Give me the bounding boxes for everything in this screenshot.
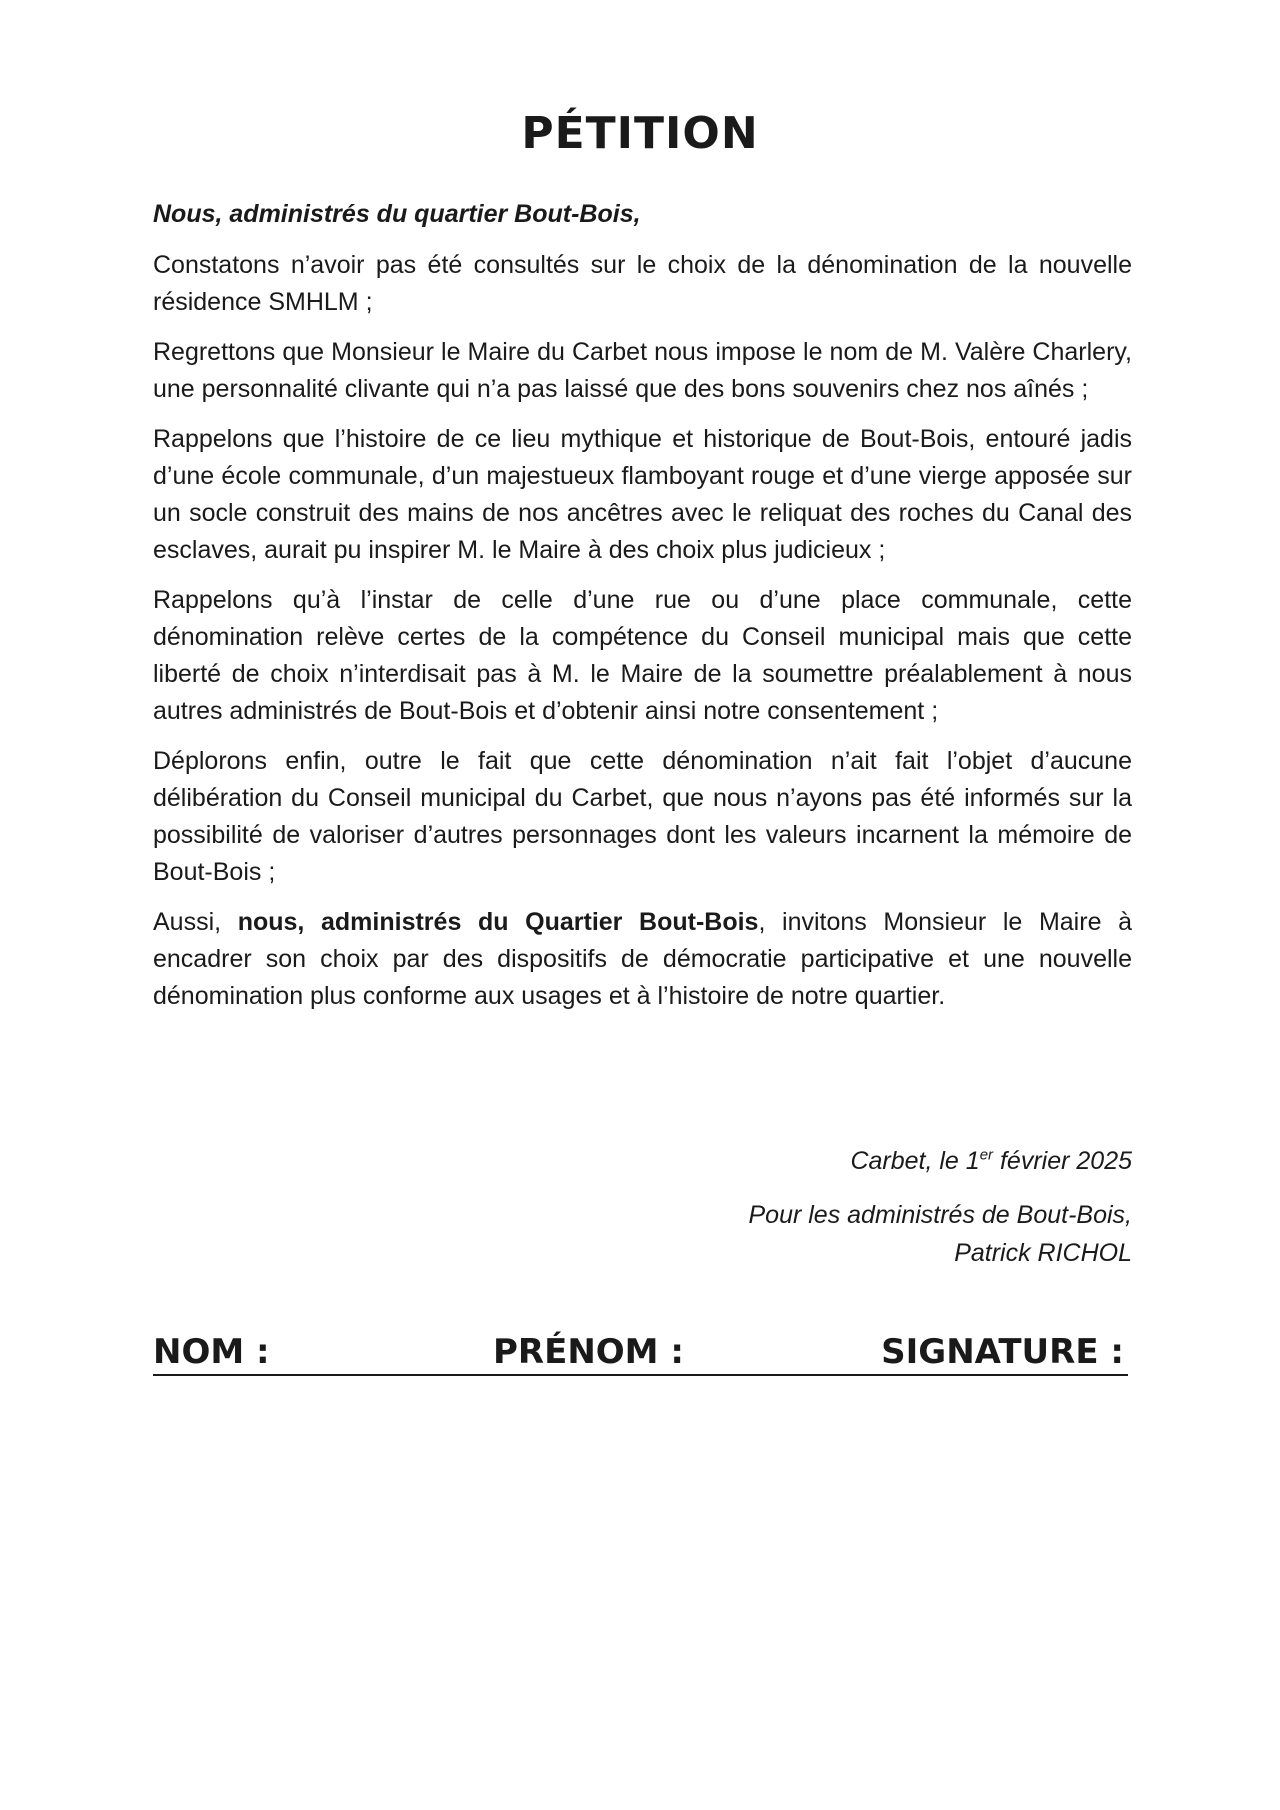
signoff-line-1: Pour les administrés de Bout-Bois,	[748, 1201, 1132, 1229]
closing-paragraph	[153, 904, 1132, 1015]
paragraph-2: Regrettons que Monsieur le Maire du Carbet nous impose le nom de M. Valère Charlery, une personnalité clivante qui n’a pas laissé que des bons souvenirs chez nos aînés ;	[153, 338, 1132, 403]
date-suffix: février 2025	[993, 1147, 1132, 1175]
closing-bold: nous, administrés du Quartier Bout-Bois	[237, 908, 759, 936]
petition-intro: Nous, administrés du quartier Bout-Bois,	[153, 200, 641, 228]
date-superscript: er	[979, 1146, 994, 1164]
closing-rest: , invitons Monsieur le Maire à encadrer son choix par des dispositifs de démocratie participative et une nouvelle dénomination plus conforme aux usages et à l’histoire de notre quartier.	[153, 908, 1133, 1010]
column-signature: SIGNATURE :	[881, 1332, 1124, 1372]
closing-lead: Aussi,	[153, 908, 238, 936]
column-prenom: PRÉNOM :	[493, 1332, 684, 1372]
signature-table-header	[153, 1330, 1128, 1376]
signoff-name: Patrick RICHOL	[954, 1239, 1132, 1267]
petition-body	[153, 196, 1132, 1028]
page-title: PÉTITION	[521, 108, 759, 159]
paragraph-5: Déplorons enfin, outre le fait que cette dénomination n’ait fait l’objet d’aucune délibération du Conseil municipal du Carbet, que nous n’ayons pas été informés sur la possibilité de valoriser d’autres personnages dont les valeurs incarnent la mémoire de Bout-Bois ;	[153, 747, 1132, 886]
paragraph-4: Rappelons qu’à l’instar de celle d’une rue ou d’une place communale, cette dénomination relève certes de la compétence du Conseil municipal mais que cette liberté de choix n’interdisait pas à M. le Maire de la soumettre préalablement à nous autres administrés de Bout-Bois et d’obtenir ainsi notre consentement ;	[153, 586, 1132, 725]
place-and-date	[850, 1147, 1132, 1176]
column-nom: NOM :	[153, 1332, 270, 1372]
paragraph-3: Rappelons que l’histoire de ce lieu mythique et historique de Bout-Bois, entouré jadis d’une école communale, d’un majestueux flamboyant rouge et d’une vierge apposée sur un socle construit des mains de nos ancêtres avec le reliquat des roches du Canal des esclaves, aurait pu inspirer M. le Maire à des choix plus judicieux ;	[153, 425, 1132, 564]
signoff	[748, 1196, 1132, 1272]
paragraph-1: Constatons n’avoir pas été consultés sur le choix de la dénomination de la nouvelle résidence SMHLM ;	[153, 251, 1132, 316]
date-prefix: Carbet, le 1	[850, 1147, 980, 1175]
